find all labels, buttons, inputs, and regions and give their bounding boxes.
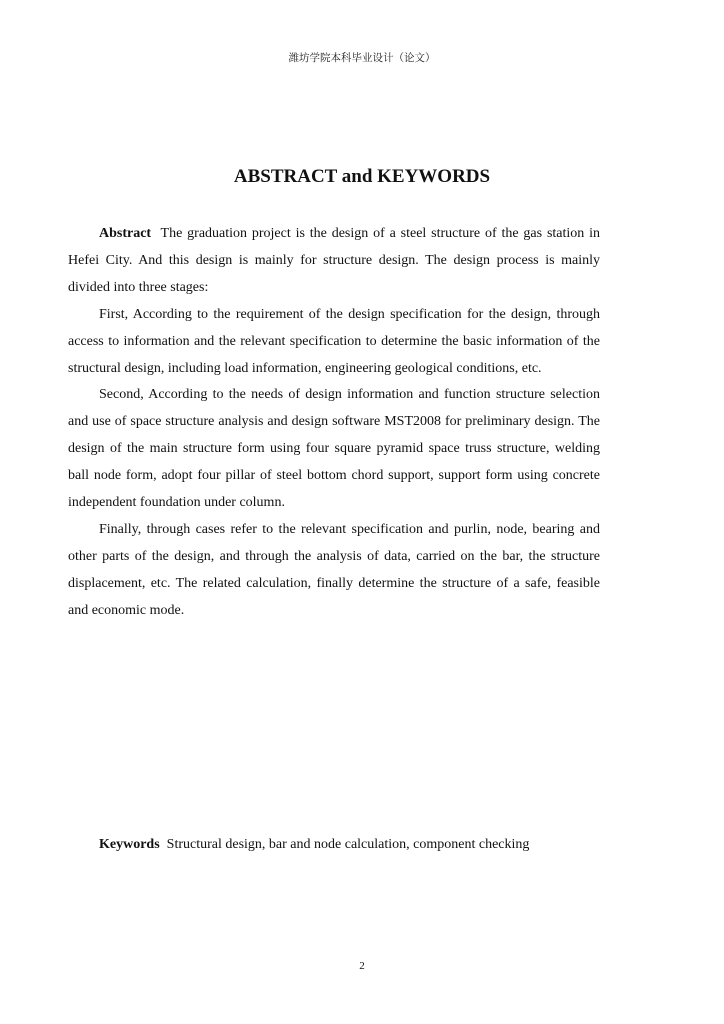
text-line: First, According to the requirement of the design specification for the design, through bbox=[99, 306, 600, 322]
text-line: Hefei City. And this design is mainly for structure design. The design process is mainly bbox=[68, 252, 600, 268]
text-line: displacement, etc. The related calculation, finally determine the structure of a safe, feasible bbox=[68, 575, 600, 591]
keywords-label: Keywords bbox=[99, 837, 160, 852]
abstract-body bbox=[68, 221, 600, 625]
paragraph-4 bbox=[68, 517, 600, 625]
text-line bbox=[68, 221, 600, 248]
text-line: divided into three stages: bbox=[68, 279, 209, 295]
abstract-label: Abstract bbox=[99, 226, 152, 241]
text-line: other parts of the design, and through the analysis of data, carried on the bar, the structure bbox=[68, 548, 600, 564]
text-line: ball node form, adopt four pillar of steel bottom chord support, support form using concrete bbox=[68, 468, 600, 484]
text-line: design of the main structure form using four square pyramid space truss structure, welding bbox=[68, 441, 600, 457]
line-text: The graduation project is the design of a steel structure of the gas station in bbox=[160, 226, 601, 241]
keywords-text: Structural design, bar and node calculation, component checking bbox=[166, 837, 530, 852]
paragraph-3 bbox=[68, 382, 600, 517]
text-line: and use of space structure analysis and design software MST2008 for preliminary design. The bbox=[68, 414, 600, 430]
text-line: structural design, including load information, engineering geological conditions, etc. bbox=[68, 360, 542, 376]
page-title: ABSTRACT and KEYWORDS bbox=[233, 166, 491, 187]
paragraph-2 bbox=[68, 302, 600, 383]
text-line: access to information and the relevant specification to determine the basic information of the bbox=[68, 333, 600, 349]
text-line: Second, According to the needs of design information and function structure selection bbox=[99, 387, 600, 403]
text-line: Finally, through cases refer to the relevant specification and purlin, node, bearing and bbox=[99, 521, 600, 537]
keywords-line bbox=[99, 837, 529, 853]
text-line: independent foundation under column. bbox=[68, 495, 285, 511]
text-line: and economic mode. bbox=[68, 602, 185, 618]
page-number: 2 bbox=[359, 960, 365, 972]
paragraph-1 bbox=[68, 221, 600, 302]
running-header: 潍坊学院本科毕业设计（论文） bbox=[288, 52, 436, 64]
